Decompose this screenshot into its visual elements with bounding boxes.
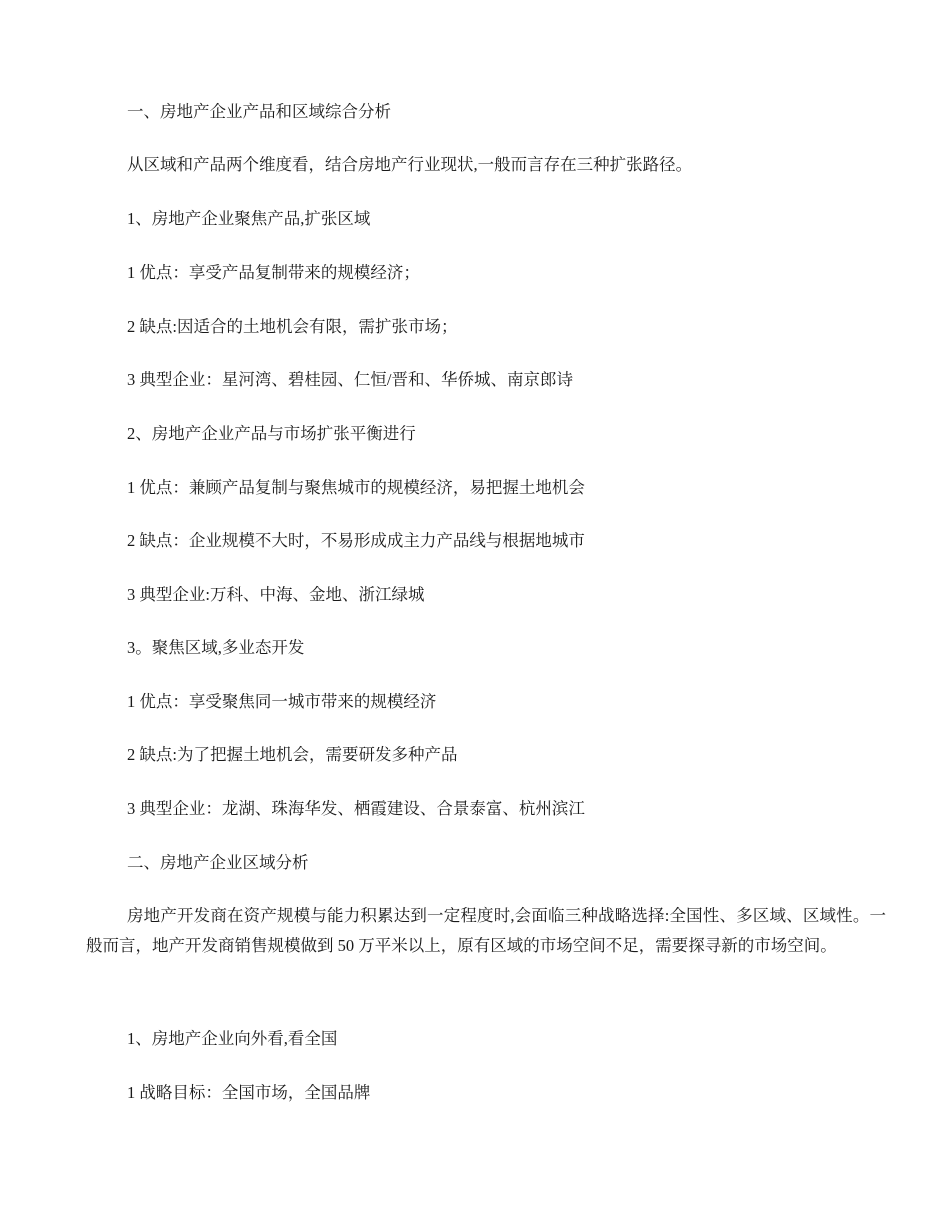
- subheading-4: 1、房地产企业向外看,看全国: [127, 1029, 338, 1048]
- list-item: 3 典型企业：星河湾、碧桂园、仁恒/晋和、华侨城、南京郎诗: [127, 370, 573, 389]
- list-item: 1 战略目标：全国市场，全国品牌: [127, 1083, 371, 1102]
- list-item: 2 缺点:为了把握土地机会，需要研发多种产品: [127, 745, 458, 764]
- list-item: 2 缺点：企业规模不大时，不易形成成主力产品线与根据地城市: [127, 531, 585, 550]
- intro-text: 从区域和产品两个维度看，结合房地产行业现状,一般而言存在三种扩张路径。: [127, 155, 693, 174]
- subheading-1: 1、房地产企业聚焦产品,扩张区域: [127, 209, 371, 228]
- list-item: 1 优点：享受聚焦同一城市带来的规模经济: [127, 692, 437, 711]
- body-paragraph: 房地产开发商在资产规模与能力积累达到一定程度时,会面临三种战略选择:全国性、多区域、区域性。一般而言，地产开发商销售规模做到 50 万平米以上，原有区域的市场空间不足，需要探寻新的市场空间。: [86, 906, 886, 955]
- list-item: 3 典型企业:万科、中海、金地、浙江绿城: [127, 585, 425, 604]
- subheading-3: 3。聚焦区域,多业态开发: [127, 638, 305, 657]
- subheading-2: 2、房地产企业产品与市场扩张平衡进行: [127, 424, 416, 443]
- section-heading-2: 二、房地产企业区域分析: [127, 853, 309, 872]
- list-item: 2 缺点:因适合的土地机会有限，需扩张市场；: [127, 317, 458, 336]
- section-heading-1: 一、房地产企业产品和区域综合分析: [127, 102, 391, 121]
- list-item: 3 典型企业：龙湖、珠海华发、栖霞建设、合景泰富、杭州滨江: [127, 799, 585, 818]
- list-item: 1 优点：享受产品复制带来的规模经济；: [127, 263, 420, 282]
- list-item: 1 优点：兼顾产品复制与聚焦城市的规模经济，易把握土地机会: [127, 478, 585, 497]
